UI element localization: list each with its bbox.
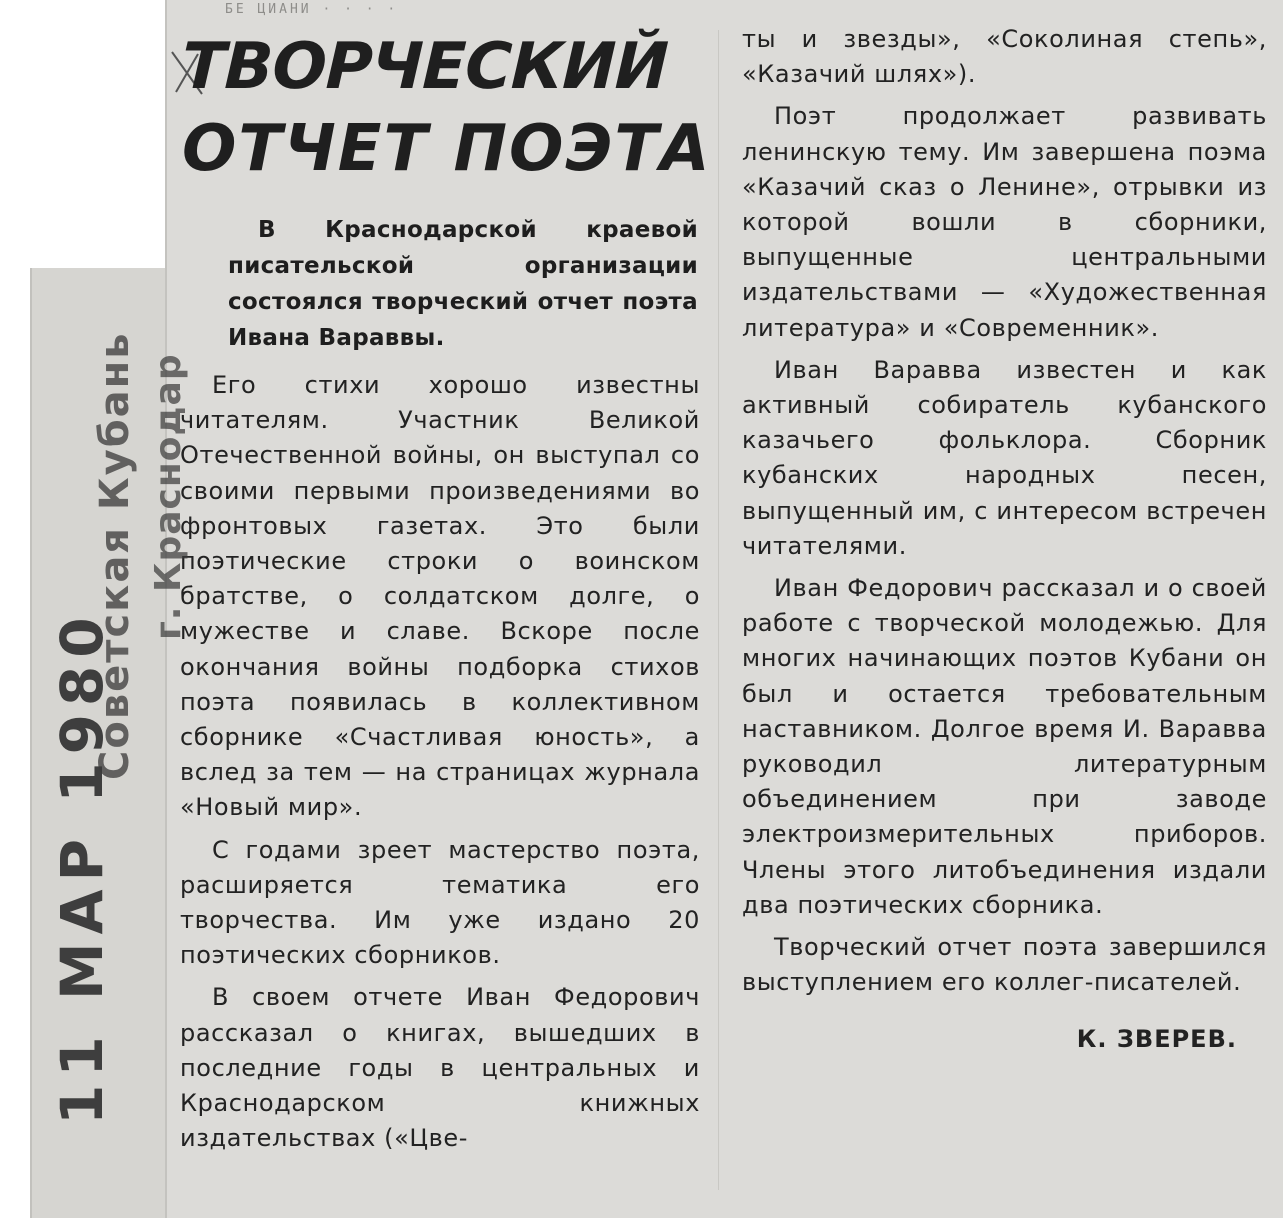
- paragraph-continuation: ты и звезды», «Соколиная степь», «Казачий шлях»).: [742, 25, 1267, 89]
- headline-line-2: ОТЧЕТ ПОЭТА: [182, 112, 712, 186]
- paragraph: Его стихи хорошо известны читателям. Участник Великой Отечественной войны, он выступал со своими первыми произведениями во фронтовых газетах. Это были поэтические строки о воинском братстве, о солдатском долге, о мужестве и славе. Вскоре после окончания войны подборка стихов поэта появилась в коллективном сборнике «Счастливая юность», а вслед за тем — на страницах журнала «Новый мир».: [180, 371, 700, 822]
- paragraph: Иван Федорович рассказал и о своей работе с творческой молодежью. Для многих начинающих поэтов Кубани он был и остается требовательным наставником. Долгое время И. Варавва руководил литературным объединением при заводе электроизмерительных приборов. Члены этого литобъединения издали два поэтических сборника.: [742, 574, 1267, 919]
- paragraph: Иван Варавва известен и как активный собиратель кубанского казачьего фольклора. Сборник кубанских народных песен, выпущенный им, с интересом встречен читателями.: [742, 355, 1267, 560]
- article-lede: В Краснодарской краевой писательской организации состоялся творческий отчет поэта Ивана Вараввы.: [228, 217, 698, 351]
- right-column: [742, 22, 1267, 1065]
- paragraph: С годами зреет мастерство поэта, расширяется тематика его творчества. Им уже издано 20 поэтических сборников.: [180, 835, 700, 970]
- column-divider: [718, 30, 719, 1190]
- paragraph: Творческий отчет поэта завершился выступлением его коллег-писателей.: [742, 933, 1267, 997]
- paragraph: Поэт продолжает развивать ленинскую тему. Им завершена поэма «Казачий сказ о Ленине», отрывки из которой вошли в сборники, выпущенные центральными издательствами — «Художественная литература» и «Современник».: [742, 102, 1267, 342]
- paragraph: В своем отчете Иван Федорович рассказал о книгах, вышедших в последние годы в центральных и Краснодарском книжных издательствах («Цве-: [180, 983, 700, 1153]
- newspaper-name-stamp: Советская Кубань: [92, 331, 138, 780]
- city-stamp: г. Краснодар: [148, 353, 189, 640]
- article-headline: [180, 30, 712, 188]
- headline-line-1: ТВОРЧЕСКИЙ: [180, 30, 669, 104]
- author-signature: К. ЗВЕРЕВ.: [1076, 1025, 1237, 1054]
- left-column: [180, 368, 700, 1163]
- header-smudge-text: БЕ ЦИАНИ · · · ·: [225, 2, 399, 17]
- date-stamp: 11 МАР 1980: [48, 609, 116, 1125]
